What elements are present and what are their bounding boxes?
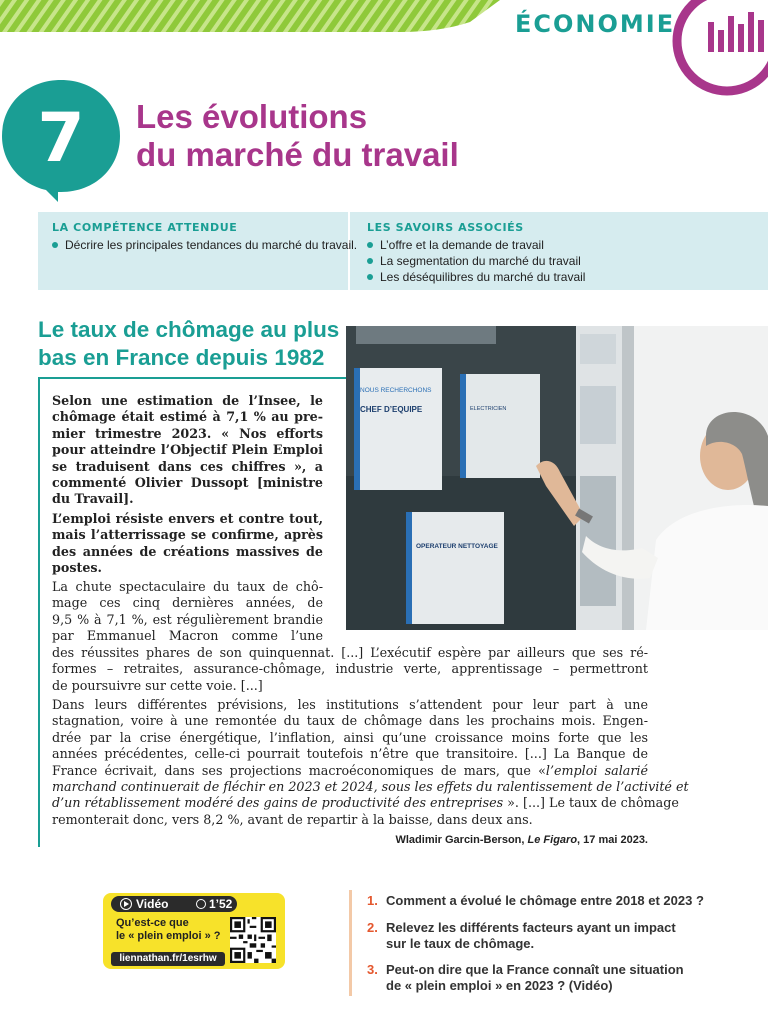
article-quote: l’emploi salarié (545, 762, 648, 778)
video-duration-text: 1’52 (209, 897, 233, 911)
question-number: 1. (367, 893, 378, 908)
document-title (38, 316, 358, 372)
savoir-item: Les déséquilibres du marché du travail (367, 269, 585, 285)
questions-bar (349, 890, 352, 996)
article-line: pour atteindre l’Objectif Plein Emploi (52, 442, 323, 458)
play-icon (120, 898, 132, 910)
qr-code-icon[interactable] (230, 917, 276, 963)
video-url[interactable]: liennathan.fr/1esrhw (111, 952, 225, 966)
question-text: Peut-on dire que la France connaît une situation (386, 962, 684, 977)
article-paragraph (52, 393, 323, 508)
document-title-line: Le taux de chômage au plus (38, 317, 340, 342)
article-paragraph (52, 697, 689, 828)
article-line: par Emmanuel Macron comme l’une (52, 628, 323, 644)
savoirs-heading: LES SAVOIRS ASSOCIÉS (367, 221, 524, 234)
document-bracket-top (38, 377, 378, 379)
question-item (367, 920, 762, 952)
question-item (367, 962, 762, 994)
article-line (52, 763, 648, 779)
article-quote: d’un rétablissement modéré des gains de productivité des entreprises (52, 795, 504, 811)
source-date: , 17 mai 2023. (577, 834, 648, 846)
article-quote: marchand continuerait de fléchir en 2023 et 2024, sous les effets du ralentissement de l’activité et (52, 779, 689, 795)
question-number: 3. (367, 962, 378, 977)
question-text: Comment a évolué le chômage entre 2018 et 2023 ? (386, 893, 704, 908)
photo-poster-text: OPERATEUR NETTOYAGE (416, 543, 498, 550)
savoir-item: La segmentation du marché du travail (367, 253, 585, 269)
section-label: ÉCONOMIE (515, 10, 676, 38)
article-line: drée par la crise énergétique, l’inflation, ainsi qu’une croissance moins forte que les (52, 729, 648, 745)
photo-poster-text: CHEF D’EQUIPE (360, 405, 423, 414)
chapter-title (136, 98, 556, 174)
photo-poster-text: NOUS RECHERCHONS (360, 387, 432, 394)
article-line: mais l’atterrissage se confirme, après (52, 527, 323, 543)
video-duration (196, 896, 232, 912)
article-line: chômage était estimé à 7,1 % au pre- (52, 409, 323, 425)
source-publication: Le Figaro (527, 834, 578, 846)
question-number: 2. (367, 920, 378, 935)
article-paragraph (52, 511, 323, 577)
article-line: mage ces cinq dernières années, de (52, 595, 323, 611)
article-line: Selon une estimation de l’Insee, le (52, 393, 323, 408)
video-caption (116, 917, 236, 943)
article-paragraph (52, 645, 648, 694)
video-caption-line: Qu’est-ce que (116, 917, 189, 929)
top-decorative-band (0, 0, 500, 32)
article-line: du Travail]. (52, 491, 134, 507)
article-source (52, 834, 648, 846)
article-line: La chute spectaculaire du taux de chô- (52, 579, 323, 594)
article-paragraph (52, 579, 323, 645)
article-line: stagnation, voire à une remontée du taux de chômage dans les prochains mois. Engen- (52, 713, 648, 729)
document-title-line: bas en France depuis 1982 (38, 345, 325, 370)
job-ads-photo (346, 326, 768, 630)
article-line: remonterait donc, vers 8,2 %, avant de repartir à la baisse, dans deux ans. (52, 811, 533, 827)
question-text: Relevez les différents facteurs ayant un impact (386, 920, 676, 935)
economy-chart-icon (672, 0, 768, 96)
video-caption-line: le « plein emploi » ? (116, 930, 221, 942)
article-line: Dans leurs différentes prévisions, les institutions s’attendent pour leur part à une (52, 697, 648, 712)
document-bracket-side (38, 377, 40, 847)
photo-poster-text: ELECTRICIEN (470, 406, 507, 412)
chapter-number: 7 (37, 98, 85, 178)
article-line: des réussites phares de son quinquennat. [...] L’exécutif espère par ailleurs que ses ré- (52, 645, 648, 660)
article-text: ». [...] Le taux de chômage (507, 795, 679, 811)
savoirs-list (367, 237, 585, 285)
article-line (52, 795, 679, 811)
chapter-title-line: Les évolutions (136, 98, 368, 135)
question-text: de « plein emploi » en 2023 ? (Vidéo) (386, 978, 613, 993)
savoir-item: L’offre et la demande de travail (367, 237, 585, 253)
article-line (52, 779, 689, 795)
competence-heading: LA COMPÉTENCE ATTENDUE (52, 221, 238, 234)
stopwatch-icon (196, 899, 206, 909)
competence-item: Décrire les principales tendances du marché du travail. (52, 237, 357, 253)
article-line: de poursuivre sur cette voie. [...] (52, 677, 263, 693)
question-item (367, 893, 762, 909)
source-author: Wladimir Garcin-Berson, (395, 834, 525, 846)
article-line: commenté Olivier Dussopt [ministre (52, 475, 323, 491)
video-label-text: Vidéo (136, 897, 169, 911)
article-line: L’emploi résiste envers et contre tout, (52, 511, 323, 526)
article-text: France écrivait, dans ses projections macroéconomiques de mars, que « (52, 762, 546, 778)
article-line: 9,5 % à 7,1 %, est régulièrement brandie (52, 611, 323, 627)
article-line: postes. (52, 560, 102, 576)
article-line: des années de créations massives de (52, 543, 323, 559)
article-line: se traduisent dans ces chiffres », a (52, 458, 323, 474)
video-label[interactable] (120, 896, 168, 912)
article-line: mier trimestre 2023. « Nos efforts (52, 425, 323, 441)
chapter-title-line: du marché du travail (136, 136, 459, 173)
article-line: formes – retraites, assurance-chômage, industrie verte, apprentissage – permettront (52, 661, 648, 677)
competence-list (52, 237, 357, 253)
question-text: sur le taux de chômage. (386, 936, 535, 951)
article-line: années précédentes, celle-ci pourrait toutefois n’être que transitoire. [...] La Banque de (52, 746, 648, 762)
